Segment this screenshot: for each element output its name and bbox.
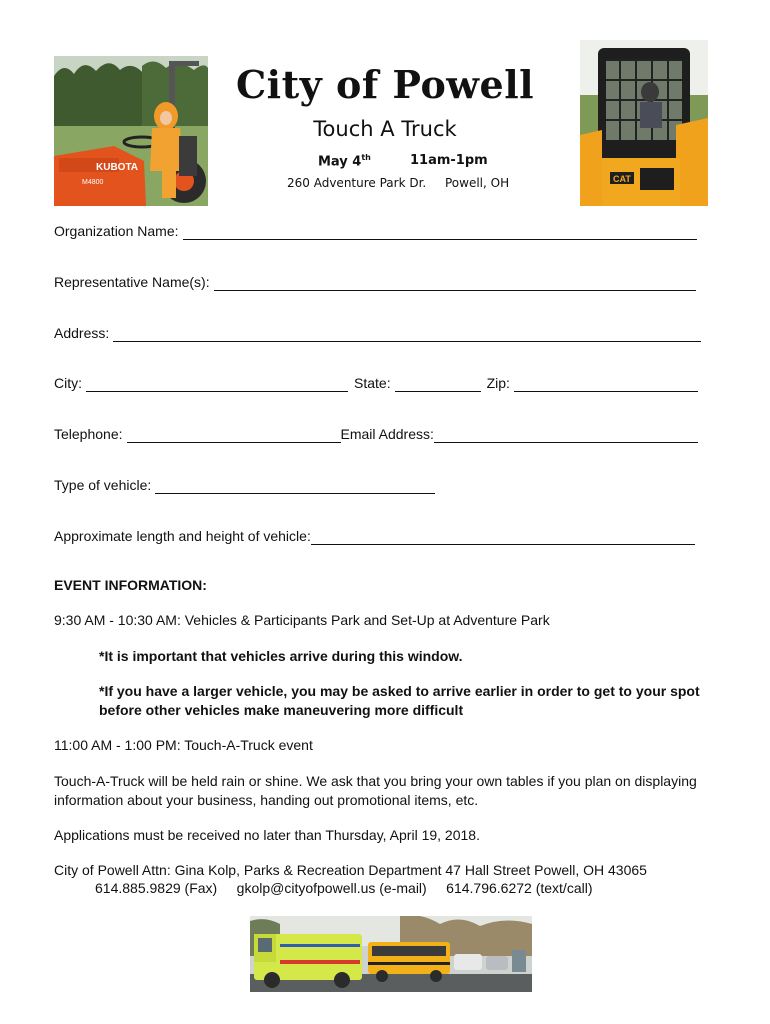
deadline-text: Applications must be received no later than Thursday, April 19, 2018. <box>54 827 480 843</box>
state-label: State: <box>354 375 391 391</box>
representative-blank[interactable] <box>214 277 696 291</box>
telephone-label: Telephone: <box>54 426 123 442</box>
representative-field <box>54 274 696 291</box>
tractor-brand-text: KUBOTA <box>96 162 139 173</box>
setup-time-text: 9:30 AM - 10:30 AM: Vehicles & Participants Park and Set-Up at Adventure Park <box>54 612 550 628</box>
vehicle-type-field <box>54 477 435 494</box>
contact-phone: 614.796.6272 (text/call) <box>446 880 593 896</box>
city-blank[interactable] <box>86 378 348 392</box>
vehicle-size-blank[interactable] <box>311 531 695 545</box>
phone-email-field <box>54 426 698 443</box>
city-label: City: <box>54 375 82 391</box>
address-field <box>54 325 701 342</box>
representative-label: Representative Name(s): <box>54 274 210 290</box>
email-blank[interactable] <box>434 429 698 443</box>
rain-or-shine-text: Touch-A-Truck will be held rain or shine. We ask that you bring your own tables if you plan on displaying information about your business, handing out promotional items, etc. <box>54 773 697 808</box>
large-vehicle-note: *If you have a larger vehicle, you may be asked to arrive earlier in order to get to your spot before other vehicles make maneuvering more difficult <box>99 683 700 718</box>
fax-number: 614.885.9829 (Fax) <box>95 880 218 896</box>
contact-text: City of Powell Attn: Gina Kolp, Parks & Recreation Department 47 Hall Street Powell, OH 43065 <box>54 862 647 878</box>
vehicle-size-label: Approximate length and height of vehicle: <box>54 528 311 544</box>
organization-blank[interactable] <box>183 226 697 240</box>
tractor-model-text: M4800 <box>82 179 104 186</box>
vehicles-photo <box>250 916 532 992</box>
zip-blank[interactable] <box>514 378 698 392</box>
address-blank[interactable] <box>113 328 701 342</box>
event-info-heading: EVENT INFORMATION: <box>54 577 207 593</box>
contact-details <box>95 880 593 896</box>
event-city: Powell, OH <box>445 176 510 190</box>
contact-email: gkolp@cityofpowell.us (e-mail) <box>236 880 427 896</box>
page-subtitle: Touch A Truck <box>313 117 457 141</box>
email-label: Email Address: <box>340 426 434 442</box>
event-time-text: 11:00 AM - 1:00 PM: Touch-A-Truck event <box>54 737 313 753</box>
telephone-blank[interactable] <box>127 429 341 443</box>
zip-label: Zip: <box>486 375 510 391</box>
event-date <box>318 153 371 169</box>
event-date-suffix: th <box>361 153 371 162</box>
city-state-zip-field <box>54 375 698 392</box>
cat-badge-text: CAT <box>613 174 631 184</box>
page-title: City of Powell <box>235 62 535 107</box>
event-time: 11am-1pm <box>410 153 488 168</box>
vehicle-type-label: Type of vehicle: <box>54 477 152 493</box>
organization-field <box>54 223 697 240</box>
address-label: Address: <box>54 325 110 341</box>
arrival-note: *It is important that vehicles arrive during this window. <box>99 648 463 664</box>
state-blank[interactable] <box>395 378 481 392</box>
vehicle-type-blank[interactable] <box>155 480 435 494</box>
vehicle-size-field <box>54 528 695 545</box>
event-address: 260 Adventure Park Dr. <box>287 176 427 190</box>
event-date-text: May 4 <box>318 154 362 170</box>
organization-label: Organization Name: <box>54 223 179 239</box>
